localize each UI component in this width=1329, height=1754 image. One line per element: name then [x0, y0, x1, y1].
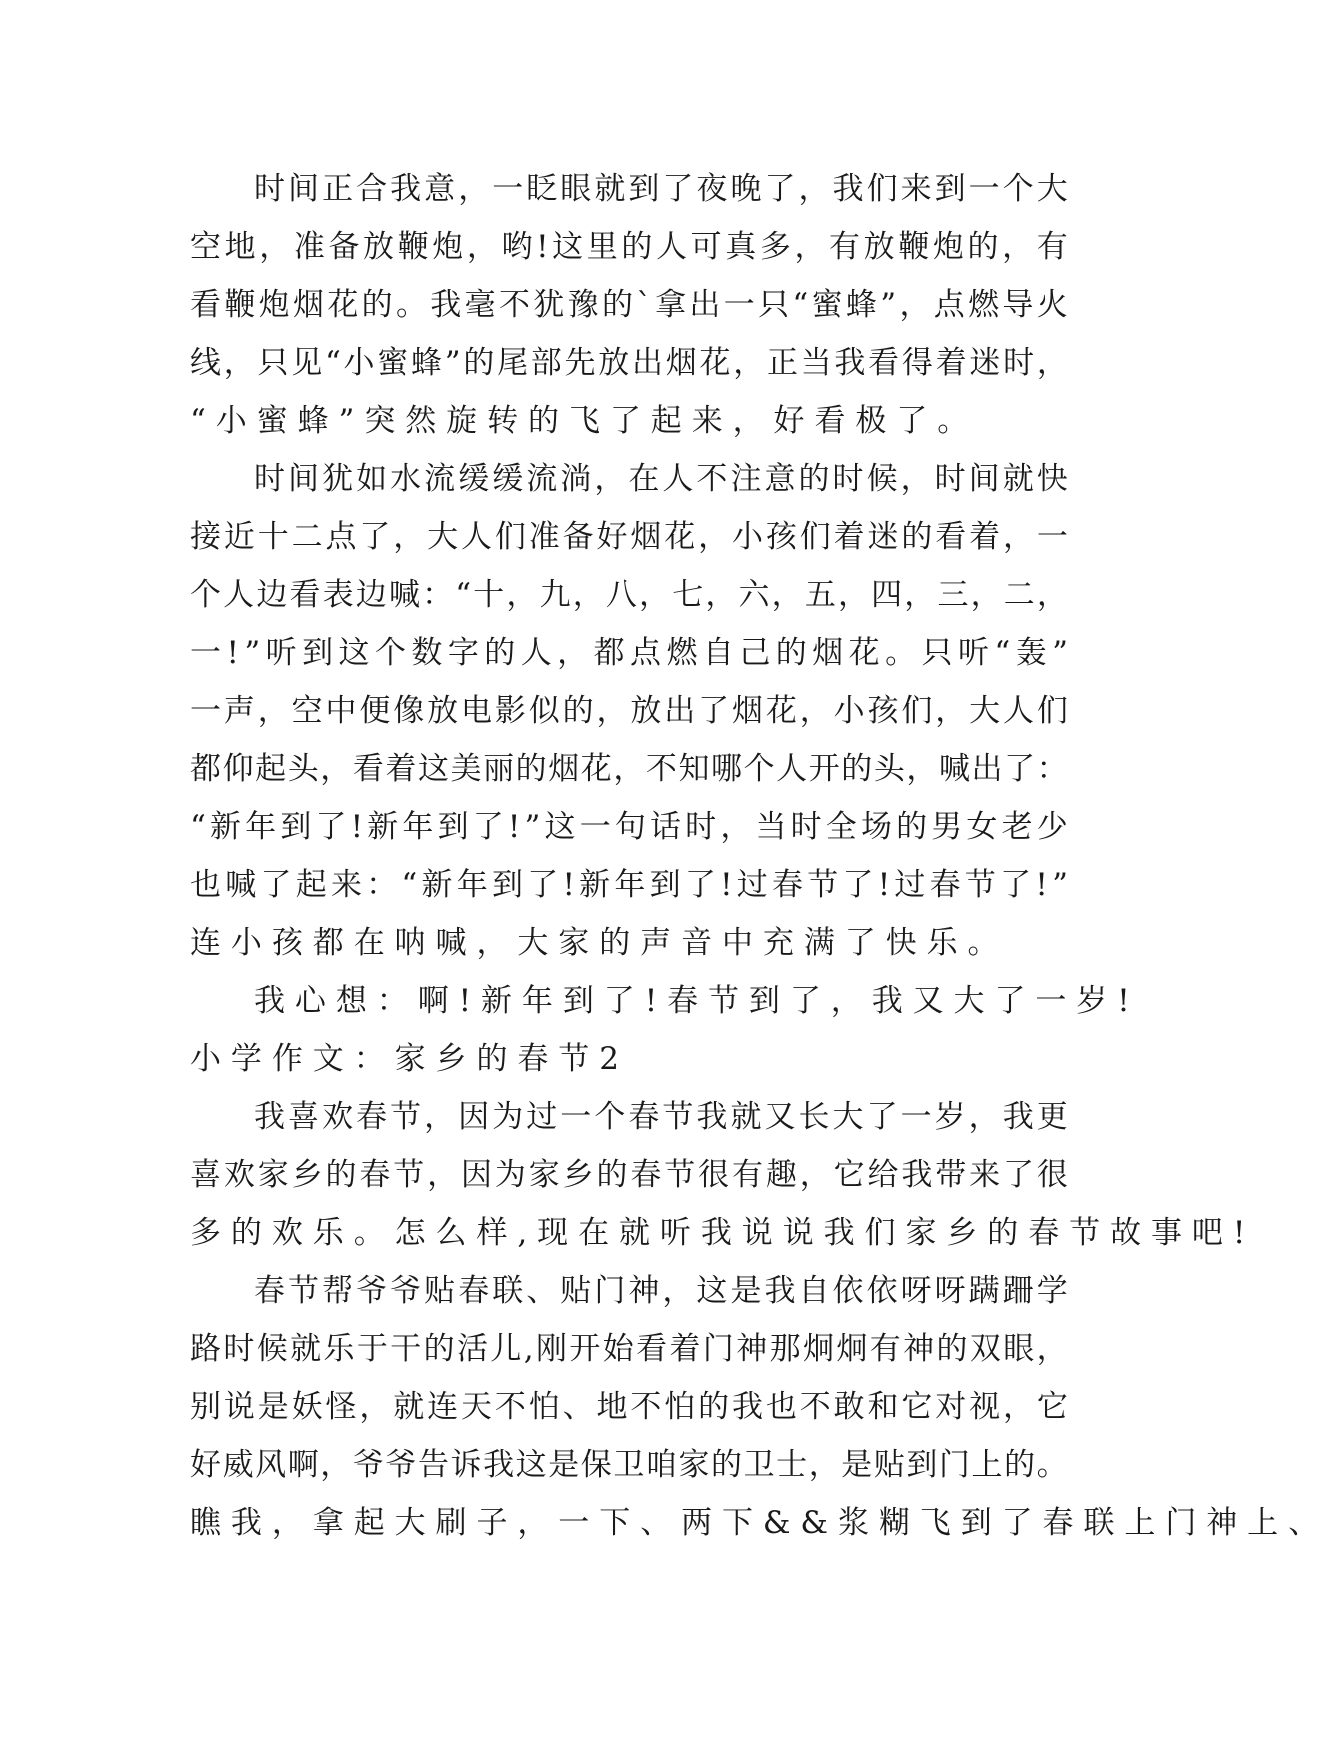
text-line: 空 地 ， 准 备 放 鞭 炮 ， 哟 ! 这 里 的 人 可 真 多 ， 有 放 鞭 炮 的 ， 有 — [190, 229, 1068, 265]
text-line: 多 的 欢 乐 。 怎 么 样 , 现 在 就 听 我 说 说 我 们 家 乡 的 春 节 故 事 吧 ! — [190, 1215, 1256, 1251]
text-line: 连 小 孩 都 在 呐 喊 ， 大 家 的 声 音 中 充 满 了 快 乐 。 — [190, 925, 1009, 961]
text-line: 时 间 犹 如 水 流 缓 缓 流 淌 ， 在 人 不 注 意 的 时 候 ， 时 间 就 快 — [254, 461, 1068, 497]
text-line: 好 威 风 啊 ， 爷 爷 告 诉 我 这 是 保 卫 咱 家 的 卫 士 ， 是 贴 到 门 上 的 。 — [190, 1447, 1068, 1483]
text-line: 我 心 想 ： 啊 ! 新 年 到 了 ! 春 节 到 了 ， 我 又 大 了 一 岁 ! — [254, 983, 1140, 1019]
text-line: 看 鞭 炮 烟 花 的 。 我 毫 不 犹 豫 的 ` 拿 出 一 只 “ 蜜 蜂 ” ， 点 燃 导 火 — [190, 287, 1068, 323]
text-line: “ 新 年 到 了 ! 新 年 到 了 ! ” 这 一 句 话 时 ， 当 时 全 场 的 男 女 老 少 — [190, 809, 1068, 845]
heading-line: 小 学 作 文 ： 家 乡 的 春 节 2 — [190, 1041, 629, 1077]
paragraph — [190, 972, 1140, 1030]
text-line: “ 小 蜜 蜂 ” 突 然 旋 转 的 飞 了 起 来 ， 好 看 极 了 。 — [190, 403, 979, 439]
section-heading — [190, 1030, 1068, 1088]
document-body — [190, 160, 1329, 1552]
text-line: 一 ! ” 听 到 这 个 数 字 的 人 ， 都 点 燃 自 己 的 烟 花 。 只 听 “ 轰 ” — [190, 635, 1068, 671]
text-line: 我 喜 欢 春 节 ， 因 为 过 一 个 春 节 我 就 又 长 大 了 一 岁 ， 我 更 — [254, 1099, 1068, 1135]
text-line: 也 喊 了 起 来 ： “ 新 年 到 了 ! 新 年 到 了 ! 过 春 节 了 ! 过 春 节 了 ! ” — [190, 867, 1068, 903]
paragraph — [190, 450, 1068, 972]
paragraph — [190, 1088, 1256, 1262]
text-line: 都 仰 起 头 ， 看 着 这 美 丽 的 烟 花 ， 不 知 哪 个 人 开 的 头 ， 喊 出 了 ： — [190, 751, 1068, 787]
text-line: 接 近 十 二 点 了 ， 大 人 们 准 备 好 烟 花 ， 小 孩 们 着 迷 的 看 着 ， 一 — [190, 519, 1068, 555]
text-line: 一 声 ， 空 中 便 像 放 电 影 似 的 ， 放 出 了 烟 花 ， 小 孩 们 ， 大 人 们 — [190, 693, 1068, 729]
text-line: 春 节 帮 爷 爷 贴 春 联 、 贴 门 神 ， 这 是 我 自 依 依 呀 呀 蹒 跚 学 — [254, 1273, 1068, 1309]
text-line: 时 间 正 合 我 意 ， 一 眨 眼 就 到 了 夜 晚 了 ， 我 们 来 到 一 个 大 — [254, 171, 1068, 207]
text-line: 个 人 边 看 表 边 喊 ： “ 十 ， 九 ， 八 ， 七 ， 六 ， 五 ， 四 ， 三 ， 二 ， — [190, 577, 1068, 613]
text-line: 线 ， 只 见 “ 小 蜜 蜂 ” 的 尾 部 先 放 出 烟 花 ， 正 当 我 看 得 着 迷 时 ， — [190, 345, 1068, 381]
text-line: 喜 欢 家 乡 的 春 节 ， 因 为 家 乡 的 春 节 很 有 趣 ， 它 给 我 带 来 了 很 — [190, 1157, 1068, 1193]
text-line: 路 时 候 就 乐 于 干 的 活 儿 , 刚 开 始 看 着 门 神 那 炯 炯 有 神 的 双 眼 ， — [190, 1331, 1068, 1367]
paragraph — [190, 1262, 1329, 1552]
text-line: 别 说 是 妖 怪 ， 就 连 天 不 怕 、 地 不 怕 的 我 也 不 敢 和 它 对 视 ， 它 — [190, 1389, 1068, 1425]
text-line: 瞧 我 ， 拿 起 大 刷 子 ， 一 下 、 两 下 & & 浆 糊 飞 到 了 春 联 上 门 神 上 、 — [190, 1505, 1329, 1541]
paragraph — [190, 160, 1068, 450]
